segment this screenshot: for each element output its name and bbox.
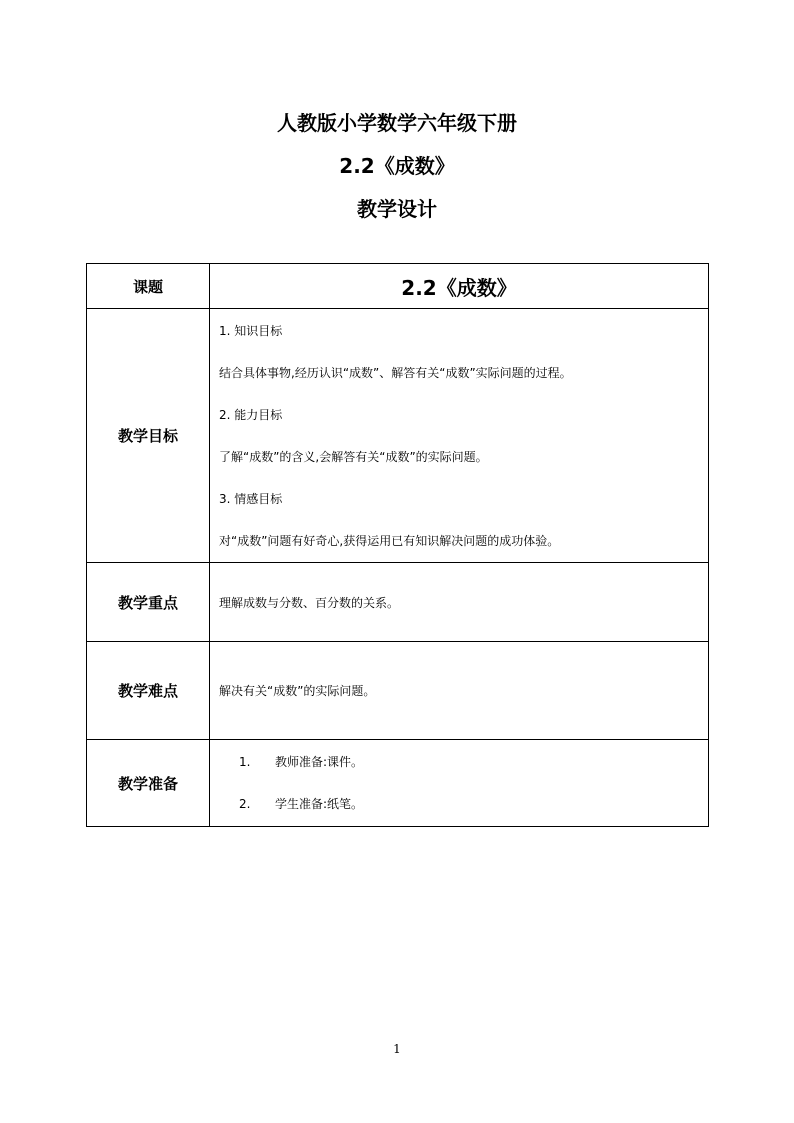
list-item [219,797,708,811]
key-point-label: 教学重点 [87,563,210,642]
goal-heading-knowledge: 1. 知识目标 [219,323,283,338]
list-item-number: 2. [239,797,251,811]
list-item-text: 教师准备:课件。 [275,755,364,769]
table-row-preparation [87,740,709,827]
preparation-content [210,740,709,827]
document-subtitle: 教学设计 [357,197,437,221]
list-item-number: 1. [239,755,251,769]
table-row-goals [87,309,709,563]
page-number: 1 [393,1042,401,1056]
difficulty-label: 教学难点 [87,642,210,740]
goal-heading-emotion: 3. 情感目标 [219,491,283,506]
document-title: 人教版小学数学六年级下册 [277,111,517,135]
goals-content [210,309,709,563]
list-item-text: 学生准备:纸笔。 [275,797,364,811]
table-row-key-point [87,563,709,642]
goal-text-emotion: 对“成数”问题有好奇心,获得运用已有知识解决问题的成功体验。 [219,533,560,548]
topic-value: 2.2《成数》 [210,264,709,309]
goals-label: 教学目标 [87,309,210,563]
list-item [219,755,708,769]
table-row-topic [87,264,709,309]
lesson-plan-table [86,263,709,827]
goal-text-ability: 了解“成数”的含义,会解答有关“成数”的实际问题。 [219,449,488,464]
difficulty-value: 解决有关“成数”的实际问题。 [210,642,709,740]
goal-text-knowledge: 结合具体事物,经历认识“成数”、解答有关“成数”实际问题的过程。 [219,365,572,380]
preparation-label: 教学准备 [87,740,210,827]
topic-label: 课题 [87,264,210,309]
key-point-value: 理解成数与分数、百分数的关系。 [210,563,709,642]
table-row-difficulty [87,642,709,740]
lesson-title: 2.2《成数》 [339,154,455,178]
goal-heading-ability: 2. 能力目标 [219,407,283,422]
